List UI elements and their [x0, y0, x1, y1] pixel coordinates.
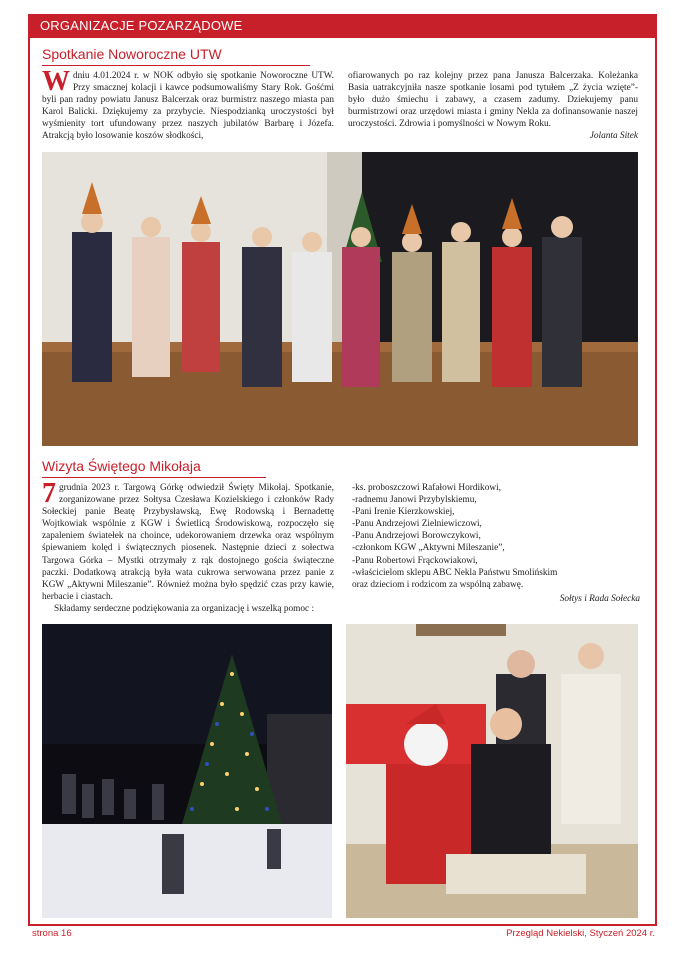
article2-title-rule: [42, 477, 266, 478]
list-item: -Pani Irenie Kierzkowskiej,: [352, 507, 455, 518]
article1-dropcap: W: [42, 66, 70, 97]
page-number: strona 16: [32, 928, 72, 939]
article2-title: Wizyta Świętego Mikołaja: [42, 458, 201, 474]
article1-column-1: [42, 66, 334, 143]
article2-col1-text: grudnia 2023 r. Targową Górkę odwiedził Święty Mikołaj. Spotkanie, zorganizowane przez Sołtysa Czesława Kozielskiego i członków Rady Sołeckiej panie Beatę Przybysławską, Ewę Rodowską i Bernadettę Wojtkowiak wspólnie z KGW i Świetlicą Środowiskową, rozpoczęło się zapaleniem światełek na choince, udekorowaniem drzewka oraz wspólnym śpiewaniem kolęd i świątecznych piosenek. Następnie dzieci z sołectwa Targowa Górka – Mystki otrzymały z rąk dostojnego gościa świąteczne paczki. Dodatkową atrakcją była wata cukrowa serwowana przez panie z KGW „Aktywni Mileszanie”. Również można było spędzić czas przy kawie, herbacie i ciastach.: [42, 483, 334, 602]
article1-column-2: [348, 70, 638, 143]
list-item: -Panu Andrzejowi Zielniewiczowi,: [352, 519, 482, 530]
santa-photo: [346, 624, 638, 918]
article2-thanks: Składamy serdeczne podziękowania za organizację i wszelką pomoc :: [54, 603, 315, 614]
group-photo: [42, 152, 638, 446]
christmas-tree-photo: [42, 624, 332, 918]
article2-column-1: [42, 478, 334, 615]
list-item: -Panu Andrzejowi Borowczykowi,: [352, 531, 481, 542]
list-item: oraz dzieciom i rodzicom za wspólną zabawę.: [352, 579, 524, 590]
page-frame-right: [655, 14, 657, 926]
list-item: -ks. proboszczowi Rafałowi Hordikowi,: [352, 483, 501, 493]
publication-info: Przegląd Nekielski, Styczeń 2024 r.: [506, 928, 655, 939]
article2-column-2: [352, 482, 640, 605]
list-item: -członkom KGW „Aktywni Mileszanie”,: [352, 543, 505, 554]
list-item: -Panu Robertowi Frąckowiakowi,: [352, 555, 478, 566]
page-frame-bottom: [28, 924, 657, 926]
list-item: -radnemu Janowi Przybylskiemu,: [352, 495, 477, 506]
article1-title: Spotkanie Noworoczne UTW: [42, 46, 222, 62]
article1-col2-text: ofiarowanych po raz kolejny przez pana Janusza Balcerzaka. Koleżanka Basia uatrakcyjniła nasze spotkanie losami pod tytułem „Z życia wzięte”- było dużo śmiechu i zabawy, a czasem zadumy. Dziekujemy panu burmistrzowi oraz urzędowi miasta i gminy Nekla za dofinansowanie naszej uroczystości. Zdrowia i pomyślności w Nowym Roku.: [348, 71, 638, 130]
article2-signature: Sołtys i Rada Sołecka: [559, 593, 640, 604]
article1-title-rule: [42, 65, 310, 66]
article1-signature: Jolanta Sitek: [589, 131, 638, 142]
section-header: ORGANIZACJE POZARZĄDOWE: [28, 14, 657, 38]
list-item: -właścicielom sklepu ABC Nekla Państwu Smolińskim: [352, 567, 558, 578]
article1-col1-text: dniu 4.01.2024 r. w NOK odbyło się spotkanie Noworoczne UTW. Przy smacznej kolacji i kawce podsumowaliśmy Stary Rok. Gośćmi byli pan radny powiatu Janusz Balcerzak oraz burmistrz naszego miasta pan Karol Balicki. Dziękujemy za przybycie. Niespodzianką uroczystości był wyśmienity tort ufundowany przez naszych jubilatów Barbarę i Józefa. Atrakcją było losowanie koszów słodkości,: [42, 71, 334, 142]
article2-dropcap: 7: [42, 478, 56, 509]
page-frame-left: [28, 14, 30, 926]
